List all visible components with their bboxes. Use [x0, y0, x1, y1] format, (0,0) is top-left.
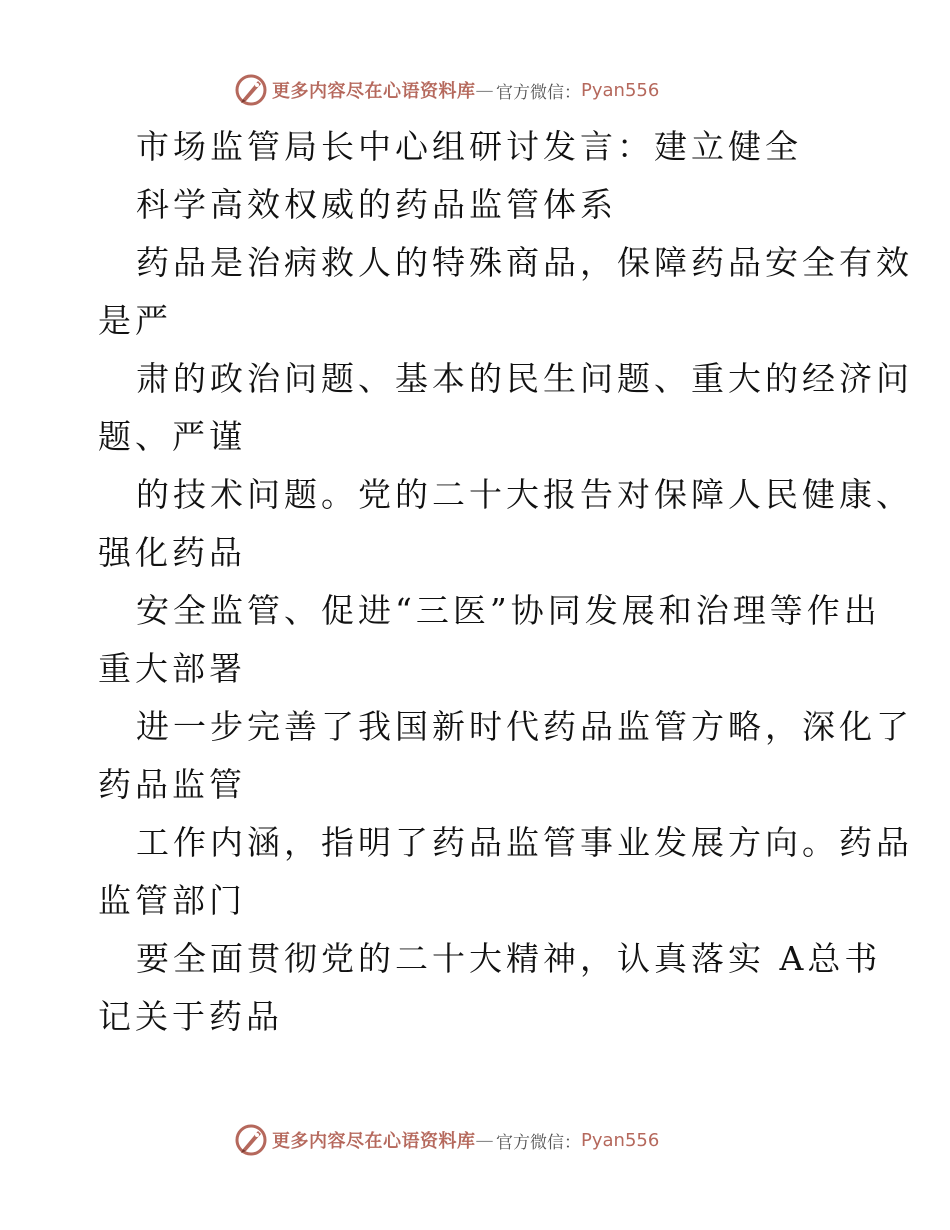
header-separator: — [475, 79, 494, 101]
header-watermark [234, 72, 659, 108]
paragraph-line: 的技术问题。党的二十大报告对保障人民健康、 [136, 475, 913, 514]
paragraph-line: 工作内涵，指明了药品监管事业发展方向。药品 [136, 823, 913, 862]
paragraph-line: 是严 [98, 301, 172, 340]
footer-wechat-label: 官方微信： [496, 1132, 581, 1153]
paragraph-line: 肃的政治问题、基本的民生问题、重大的经济问 [136, 359, 913, 398]
paragraph-line: 进一步完善了我国新时代药品监管方略，深化了 [136, 707, 913, 746]
footer-watermark [234, 1122, 659, 1158]
footer-watermark-text: 更多内容尽在心语资料库 [272, 1131, 476, 1152]
header-wechat-label: 官方微信： [496, 82, 581, 103]
paragraph-line: 药品是治病救人的特殊商品，保障药品安全有效 [136, 243, 913, 282]
paragraph-line: 监管部门 [98, 881, 246, 920]
document-title-line-1: 市场监管局长中心组研讨发言：建立健全 [136, 127, 802, 166]
document-body [98, 118, 913, 1046]
paragraph-line: 安全监管、促进“三医”协同发展和治理等作出 [136, 591, 881, 630]
header-watermark-text: 更多内容尽在心语资料库 [272, 81, 476, 102]
paragraph-line: 记关于药品 [98, 997, 283, 1036]
footer-wechat-id: Pyan556 [581, 1129, 660, 1151]
footer-separator: — [475, 1129, 494, 1151]
header-wechat-id: Pyan556 [581, 79, 660, 101]
document-title-line-2: 科学高效权威的药品监管体系 [136, 185, 617, 224]
paragraph-line: 题、严谨 [98, 417, 246, 456]
paragraph-line: 药品监管 [98, 765, 246, 804]
quill-logo-icon [234, 1123, 268, 1157]
paragraph-line: 强化药品 [98, 533, 246, 572]
paragraph-line: 重大部署 [98, 649, 246, 688]
paragraph-line: 要全面贯彻党的二十大精神，认真落实 A总书 [136, 939, 882, 978]
quill-logo-icon [234, 73, 268, 107]
